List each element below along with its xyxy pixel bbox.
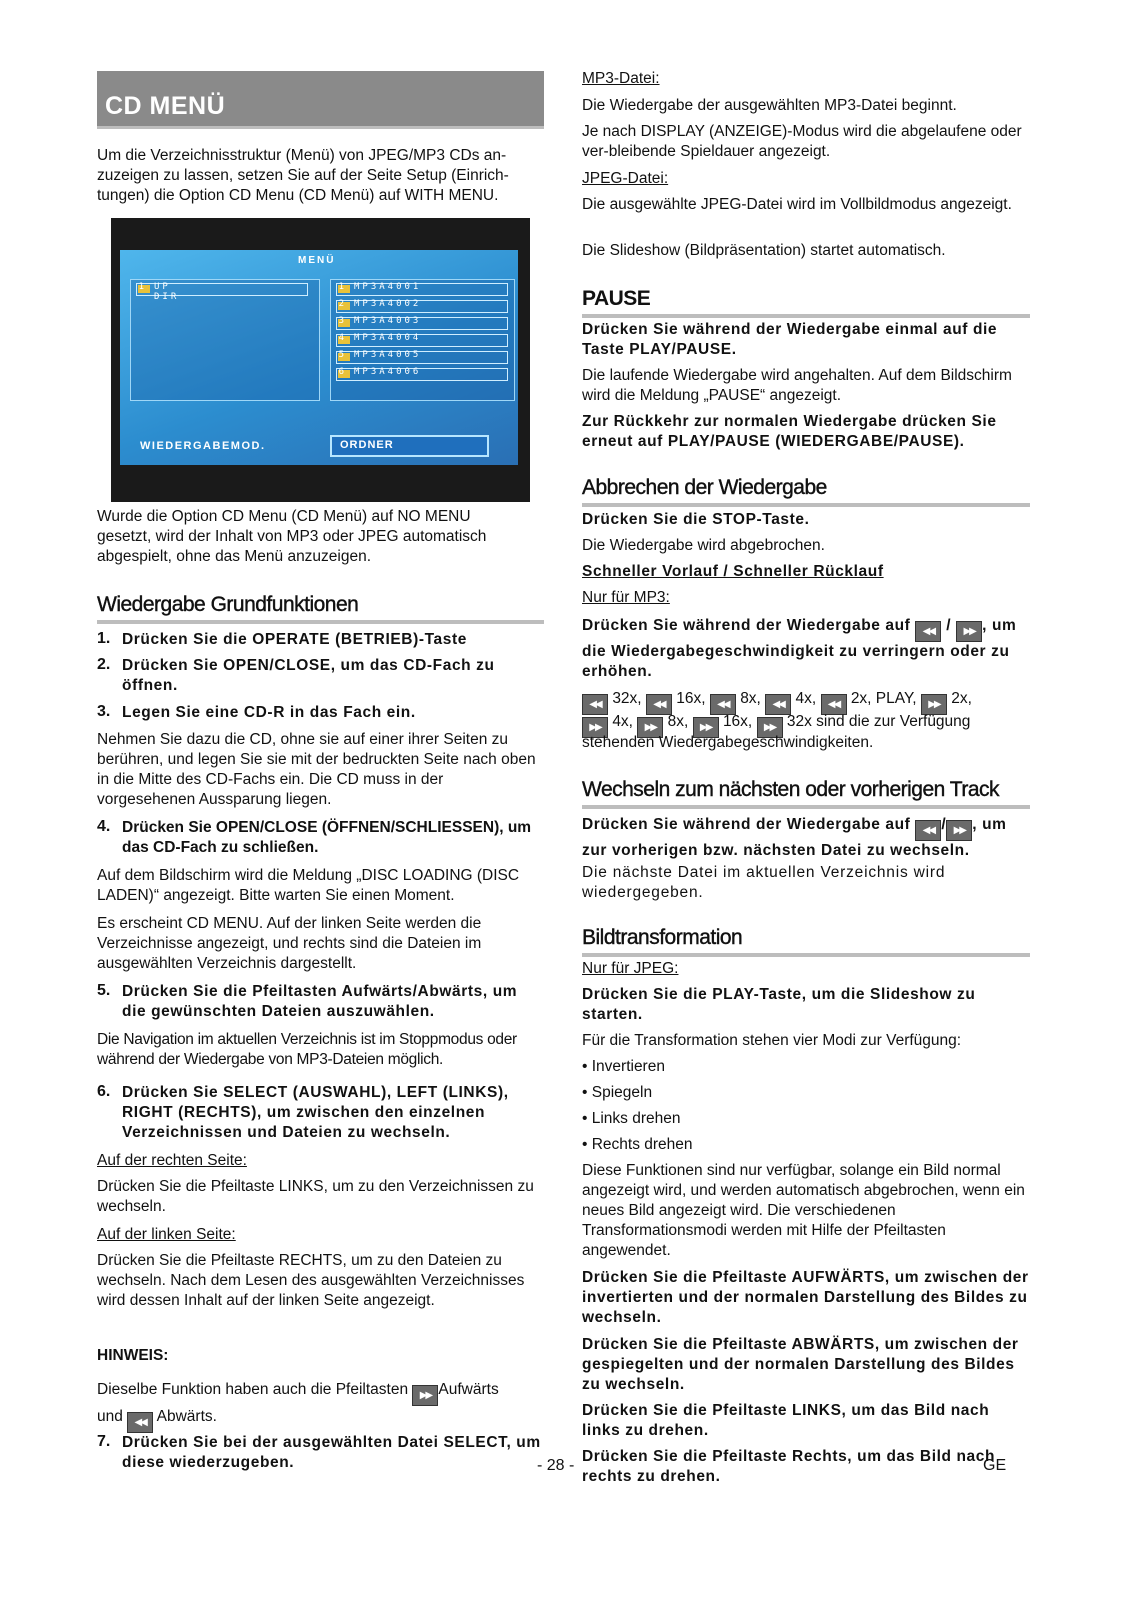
jpeg-text-2: Die Slideshow (Bildpräsentation) startet automatisch. xyxy=(582,242,946,259)
playback-mode-label: WIEDERGABEMOD. xyxy=(140,440,266,452)
directory-panel: UP DIR 1 xyxy=(130,279,320,401)
step-4-text-1: Auf dem Bildschirm wird die Meldung „DISC LOADING (DISC LADEN)“ angezeigt. Bitte warten Sie einen Moment. xyxy=(97,867,520,904)
step-6: 6. Drücken Sie SELECT (AUSWAHL), LEFT (LINKS), RIGHT (RECHTS), um zwischen den einzelnen Verzeichnissen und Dateien zu wechseln. xyxy=(97,1083,509,1141)
menu-header: MENÜ xyxy=(298,255,336,266)
file-panel: MP3A4001 1 MP3A4002 2 MP3A4003 3 MP3A4004 4 MP3A4005 5 MP3A4006 6 xyxy=(330,279,515,401)
step-3-text: Nehmen Sie dazu die CD, ohne sie auf einer ihrer Seiten zu berühren, und legen Sie sie mit der bedruckten Seite nach oben in die Mitte des CD-Fachs ein. Die CD muss in der vorgesehenen Aussparung liegen. xyxy=(97,731,536,808)
step-7: 7. Drücken Sie bei der ausgewählten Datei SELECT, um diese wiederzugeben. xyxy=(97,1433,541,1471)
heading-image-transformation: Bildtransformation xyxy=(582,925,1030,957)
right-side-label: Auf der rechten Seite: xyxy=(97,1152,247,1169)
speeds-line-1: ◀◀ 32x, ◀◀ 16x, ◀◀ 8x, ◀◀ 4x, ◀◀ 2x, PLAY, ▶▶ 2x, xyxy=(582,688,1030,715)
heading-pause: PAUSE xyxy=(582,286,1030,318)
mode-rotate-left: • Links drehen xyxy=(582,1110,681,1127)
ff-only-mp3: Nur für MP3: xyxy=(582,589,670,606)
language-code: GE xyxy=(983,1457,1007,1474)
mp3-text-2: Je nach DISPLAY (ANZEIGE)-Modus wird die abgelaufene oder ver-bleibende Spieldauer angezeigt. xyxy=(582,123,1022,160)
heading-basic-functions: Wiedergabe Grundfunktionen xyxy=(97,592,544,624)
mp3-label: MP3-Datei: xyxy=(582,70,660,87)
intro-line-2: zuzeigen zu lassen, setzen Sie auf der Seite Setup (Einrich- xyxy=(97,167,509,184)
jpeg-label: JPEG-Datei: xyxy=(582,170,669,187)
step-5-text: Die Navigation im aktuellen Verzeichnis ist im Stoppmodus oder während der Wiedergabe von MP3-Dateien möglich. xyxy=(97,1031,517,1068)
fast-forward-icon: ▶▶ xyxy=(921,694,947,715)
up-instruction: Drücken Sie die Pfeiltaste AUFWÄRTS, um zwischen der invertierten und der normalen Darstellung des Bildes zu wechseln. xyxy=(582,1269,1029,1326)
mode-mirror: • Spiegeln xyxy=(582,1084,653,1101)
stop-text: Die Wiedergabe wird abgebrochen. xyxy=(582,537,825,554)
rewind-icon: ◀◀ xyxy=(915,621,941,642)
speeds-end: stehenden Wiedergabegeschwindigkeiten. xyxy=(582,734,874,751)
page-number: - 28 - xyxy=(537,1457,575,1474)
skip-previous-icon: ◀◀ xyxy=(915,820,941,841)
rewind-icon: ◀◀ xyxy=(582,694,608,715)
trans-only-jpeg: Nur für JPEG: xyxy=(582,960,679,977)
fast-forward-icon: ▶▶ xyxy=(637,717,663,738)
down-instruction: Drücken Sie die Pfeiltaste ABWÄRTS, um zwischen der gespiegelten und der normalen Darstellung des Bildes zu wechseln. xyxy=(582,1336,1019,1393)
rewind-icon: ◀◀ xyxy=(646,694,672,715)
no-menu-line-1: Wurde die Option CD Menu (CD Menü) auf NO MENU xyxy=(97,508,471,525)
fast-forward-icon: ▶▶ xyxy=(693,717,719,738)
note-line-1: Dieselbe Funktion haben auch die Pfeiltasten ▶▶ Aufwärts xyxy=(97,1380,544,1406)
trans-note: Diese Funktionen sind nur verfügbar, solange ein Bild normal angezeigt wird, und werden automatisch abgebrochen, wenn ein neues Bild angezeigt wird. Die verschiedenen Transformationsmodi werden mit Hilfe der Pfeiltasten angewendet. xyxy=(582,1162,1025,1259)
no-menu-line-3: abgespielt, ohne das Menü anzuzeigen. xyxy=(97,548,372,565)
section-title-bar xyxy=(97,71,544,129)
step-1: 1. Drücken Sie die OPERATE (BETRIEB)-Taste xyxy=(97,630,467,648)
mode-invert: • Invertieren xyxy=(582,1058,665,1075)
speeds-line-2: ▶▶ 4x, ▶▶ 8x, ▶▶ 16x, ▶▶ 32x sind die zur Verfügung xyxy=(582,711,1030,738)
skip-next-icon: ▶▶ xyxy=(412,1385,438,1406)
pause-instruction: Drücken Sie während der Wiedergabe einmal auf die Taste PLAY/PAUSE. xyxy=(582,321,998,358)
right-side-text: Drücken Sie die Pfeiltaste LINKS, um zu den Verzeichnissen zu wechseln. xyxy=(97,1178,534,1215)
mode-rotate-right: • Rechts drehen xyxy=(582,1136,693,1153)
note-label: HINWEIS: xyxy=(97,1347,169,1364)
mp3-text-1: Die Wiedergabe der ausgewählten MP3-Datei beginnt. xyxy=(582,97,957,114)
note-line-2: und ◀◀ Abwärts. xyxy=(97,1407,217,1433)
left-side-label: Auf der linken Seite: xyxy=(97,1226,236,1243)
rewind-icon: ◀◀ xyxy=(710,694,736,715)
page-title: CD MENÜ xyxy=(105,92,226,120)
heading-stop: Abbrechen der Wiedergabe xyxy=(582,475,1030,507)
trans-modes-intro: Für die Transformation stehen vier Modi zur Verfügung: xyxy=(582,1032,962,1049)
cd-menu-screenshot xyxy=(111,218,530,502)
ff-instruction: Drücken Sie während der Wiedergabe auf ◀◀ / ▶▶ , um die Wiedergabegeschwindigkeit zu verringern oder zu erhöhen. xyxy=(582,617,1017,680)
right-instruction: Drücken Sie die Pfeiltaste Rechts, um das Bild nach rechts zu drehen. xyxy=(582,1448,996,1485)
playback-mode-value: ORDNER xyxy=(330,435,489,457)
step-5: 5. Drücken Sie die Pfeiltasten Aufwärts/Abwärts, um die gewünschten Dateien auszuwählen. xyxy=(97,982,518,1020)
track-instruction: Drücken Sie während der Wiedergabe auf ◀◀ / ▶▶ , um zur vorherigen bzw. nächsten Datei zu wechseln. xyxy=(582,816,1007,859)
step-4-text-2: Es erscheint CD MENU. Auf der linken Seite werden die Verzeichnisse angezeigt, und rechts sind die Dateien im ausgewählten Verzeichnis dargestellt. xyxy=(97,915,482,972)
step-3: 3. Legen Sie eine CD-R in das Fach ein. xyxy=(97,703,416,721)
intro-line-3: tungen) die Option CD Menu (CD Menü) auf WITH MENU. xyxy=(97,187,499,204)
jpeg-text-1: Die ausgewählte JPEG-Datei wird im Vollbildmodus angezeigt. xyxy=(582,196,1012,213)
resume-instruction: Zur Rückkehr zur normalen Wiedergabe drücken Sie erneut auf PLAY/PAUSE (WIEDERGABE/PAUSE). xyxy=(582,413,997,450)
skip-next-icon: ▶▶ xyxy=(946,820,972,841)
slideshow-instruction: Drücken Sie die PLAY-Taste, um die Slideshow zu starten. xyxy=(582,986,976,1023)
pause-text: Die laufende Wiedergabe wird angehalten. Auf dem Bildschirm wird die Meldung „PAUSE“ angezeigt. xyxy=(582,367,1012,404)
left-side-text: Drücken Sie die Pfeiltaste RECHTS, um zu den Dateien zu wechseln. Nach dem Lesen des ausgewählten Verzeichnisses wird dessen Inhalt auf der linken Seite angezeigt. xyxy=(97,1252,525,1309)
stop-instruction: Drücken Sie die STOP-Taste. xyxy=(582,511,810,528)
ff-rew-label: Schneller Vorlauf / Schneller Rücklauf xyxy=(582,563,884,580)
track-text: Die nächste Datei im aktuellen Verzeichnis wird wiedergegeben. xyxy=(582,864,946,901)
fast-forward-icon: ▶▶ xyxy=(956,621,982,642)
fast-forward-icon: ▶▶ xyxy=(757,717,783,738)
skip-previous-icon: ◀◀ xyxy=(127,1412,153,1433)
left-instruction: Drücken Sie die Pfeiltaste LINKS, um das Bild nach links zu drehen. xyxy=(582,1402,990,1439)
heading-next-prev-track: Wechseln zum nächsten oder vorherigen Track xyxy=(582,777,1030,809)
step-2: 2. Drücken Sie OPEN/CLOSE, um das CD-Fach zu öffnen. xyxy=(97,656,495,694)
rewind-icon: ◀◀ xyxy=(765,694,791,715)
intro-line-1: Um die Verzeichnisstruktur (Menü) von JPEG/MP3 CDs an- xyxy=(97,147,507,164)
step-4: 4. Drücken Sie OPEN/CLOSE (ÖFFNEN/SCHLIESSEN), um das CD-Fach zu schließen. xyxy=(97,818,532,856)
fast-forward-icon: ▶▶ xyxy=(582,717,608,738)
no-menu-line-2: gesetzt, wird der Inhalt von MP3 oder JPEG automatisch xyxy=(97,528,487,545)
rewind-icon: ◀◀ xyxy=(821,694,847,715)
